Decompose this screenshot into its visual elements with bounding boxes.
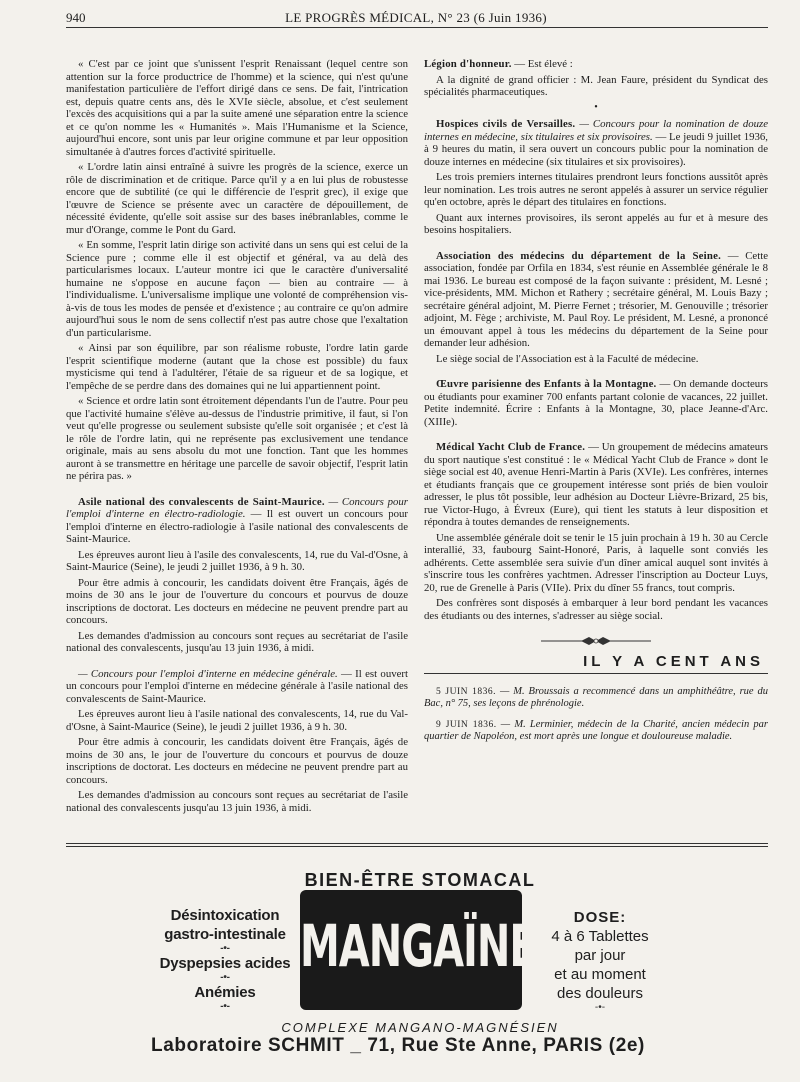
ad-top-rule xyxy=(66,843,768,844)
paragraph: Une assemblée générale doit se tenir le 15 juin prochain à 19 h. 30 au Cercle interallié, 33, faubourg Saint-Honoré, Paris, à laquelle sont conviés les adhérents. Cette assemblée sera suivie d'un dîner amical auquel sont invités à s'inscrire tous les confrères yachtmen. Adresser l'inscription au Docteur Luys, 20, rue de Grenelle à Paris (VIIe). Prix du dîner 55 francs, tout compris. xyxy=(424,531,768,594)
yacht-heading xyxy=(424,441,768,529)
spacer xyxy=(424,431,768,441)
ad-dash: -•- xyxy=(220,943,230,954)
ad-subtitle: COMPLEXE MANGANO-MAGNÉSIEN xyxy=(281,1020,559,1035)
spacer xyxy=(66,658,408,668)
ad-dose xyxy=(530,908,670,1013)
ad-top-rule-double xyxy=(66,846,768,847)
paragraph-text: — Le jeudi 9 juillet 1936, à 9 heures du matin, il sera ouvert un concours public pour la nomination de douze internes en médecine (six titulaires et six provisoires). xyxy=(424,130,769,168)
paragraph: Pour être admis à concourir, les candidats doivent être Français, âgés de moins de 30 ans, le jour de l'ouverture du concours et pourvus de douze inscriptions de doctorat. Les docteurs en médecine ne peuvent prendre part au concours. xyxy=(66,736,408,786)
history-entry xyxy=(424,686,768,711)
paragraph: Les trois premiers internes titulaires prendront leurs fonctions aussitôt après leur nomination. Les trois autres ne seront appelés à assurer un service régulier qu'en octobre, après le départ des titulaires en fonctions. xyxy=(424,171,768,208)
dose-line: des douleurs xyxy=(557,985,643,1002)
separator-dot: • xyxy=(594,101,598,113)
oeuvre-heading xyxy=(424,378,768,428)
paragraph: « En somme, l'esprit latin dirige son activité dans un sens qui est celui de la Science pure ; comme elle il est objectif et général, va au delà des particularismes locaux. L'auteur montre ici que le caractère d'universalité humaine ne s'oppose en aucune façon — bien au contraire — à l'individualisme. L'universalisme implique une volonté de compréhension vis-à-vis de tous les modes de pensée et d'existence ; au contraire ce qu'on admire aujourd'hui sous le nom de sens collectif n'est pas autre chose que l'exaltation d'un particularisme. xyxy=(66,239,408,339)
ad-indication: gastro-intestinale xyxy=(164,926,286,943)
paragraph: « L'ordre latin ainsi entraîné à suivre les progrès de la science, exerce un rôle de discrimination et de critique. Parce qu'il y a en lui plus de robustesse encore que de subtilité (ce qui le différencie de l'esprit grec), il exige que l'œuvre de Science se présente avec un caractère de dépouillement, de nécessité évidente, qu'elle soit assise sur des bases inébranlables, comme le mur d'Orange, comme le Pont du Gard. xyxy=(66,161,408,236)
page-number: 940 xyxy=(66,10,86,25)
paragraph: Des confrères sont disposés à embarquer à leur bord pendant les vacances des étudiants ou des internes, s'adresser au siège social. xyxy=(424,597,768,622)
spacer xyxy=(424,240,768,250)
ad-indication: Dyspepsies acides xyxy=(159,955,291,972)
ad-dash: -•- xyxy=(594,1002,606,1013)
history-date: 9 JUIN 1836. xyxy=(436,719,497,730)
paragraph: « Science et ordre latin sont étroitement dépendants l'un de l'autre. Pour peu que l'activité humaine s'élève au-dessus de l'industrie primitive, il faut, si l'on veut qu'elle progresse ou seulement subsiste qu'elle soit organisée ; et c'est là le rôle de l'ordre latin, qui ne représente pas exclusivement une tendance originale, mais au sens absolu du mot une fonction. Tant que les hommes auront à se transmettre en héritage une parcelle de savoir objectif, l'esprit latin ne périra pas. » xyxy=(66,395,408,482)
paragraph-text: — Cette association, fondée par Orfila en 1834, s'est réunie en Assemblée générale le 8 mai 1936. Le bureau est composé de la façon suivante : président, M. Lesné ; vice-présidents, MM. Michon et Rathery ; secrétaire général, M. Louis Bazy ; secrétaire général adjoint, M. Pierre Fernet ; trésorier, M. Genouville ; trésorier adjoint, M. Fège ; archiviste, M. Paul Roy. Le président, M. Lesné, a prononcé un émouvant appel à tous les médecins du département de la Seine pour demander leur adhésion. xyxy=(424,249,768,349)
section-subtitle: — Concours pour l'emploi d'interne en médecine générale. xyxy=(78,667,338,680)
dose-line: 4 à 6 Tablettes xyxy=(551,928,649,945)
paragraph: Pour être admis à concourir, les candidats doivent être Français, âgés de moins de 30 ans le jour de l'ouverture du concours et pourvus de douze inscriptions de doctorat. Les docteurs en médecine ne peuvent prendre part au concours. xyxy=(66,576,408,626)
paragraph-text: — Il est ouvert un concours pour l'emploi d'interne en médecine générale à l'asile national des convalescents de Saint-Maurice. xyxy=(66,667,409,705)
brand-name: MANGAÏNE xyxy=(300,913,536,981)
section-title: Hospices civils de Versailles. xyxy=(436,118,576,130)
ad-indication: Anémies xyxy=(194,984,256,1001)
section-title: Asile national des convalescents de Saint-Maurice. xyxy=(78,495,325,508)
section-title: Association des médecins du département de la Seine. xyxy=(436,249,721,262)
ad-indications xyxy=(150,906,300,1012)
dose-label: DOSE: xyxy=(573,909,627,926)
paragraph: Les demandes d'admission au concours sont reçues au secrétariat de l'asile national des convalescents jusqu'au 13 juin 1936, à midi. xyxy=(66,789,408,814)
dose-line: par jour xyxy=(574,947,626,964)
section-intro: — Est élevé : xyxy=(511,58,573,70)
history-entry xyxy=(424,719,768,744)
assoc-heading xyxy=(424,250,768,350)
section-title: Œuvre parisienne des Enfants à la Montagne. xyxy=(436,378,657,390)
header-rule xyxy=(66,27,768,28)
hospices-heading xyxy=(424,118,768,168)
ad-laboratory: Laboratoire SCHMIT _ 71, Rue Ste Anne, PARIS (2e) xyxy=(151,1035,645,1056)
left-column xyxy=(66,58,408,817)
paragraph: « Ainsi par son équilibre, par son réalisme robuste, l'ordre latin garde l'esprit scientifique moderne (autant que la chose est possible) du faux mysticisme qui tend à l'adultérer, l'étaie de sa rigueur et de sa logique, et l'empêche de se perdre dans des domaines qui ne lui appartiennent point. xyxy=(66,342,408,392)
ornament-divider xyxy=(541,636,651,646)
advertisement xyxy=(150,870,690,1075)
right-column xyxy=(424,58,768,752)
paragraph: A la dignité de grand officier : M. Jean Faure, président du Syndicat des spécialités pharmaceutiques. xyxy=(424,73,768,98)
paragraph: Les demandes d'admission au concours sont reçues au secrétariat de l'asile national des convalescents, jusqu'au 13 juin 1936, à midi. xyxy=(66,629,408,654)
history-date: 5 JUIN 1836. xyxy=(436,686,497,697)
asile-heading xyxy=(66,496,408,546)
section-title: Légion d'honneur. xyxy=(424,58,512,70)
history-section xyxy=(424,686,768,744)
ad-headline: BIEN-ÊTRE STOMACAL xyxy=(304,870,536,890)
paragraph: Les épreuves auront lieu à l'asile des convalescents, 14, rue du Val-d'Osne, à Saint-Maurice (Seine), le jeudi 2 juillet 1936, à 9 h. 30. xyxy=(66,548,408,573)
spacer xyxy=(66,486,408,496)
brand-logo xyxy=(300,890,536,1010)
history-text: — M. Lerminier, médecin de la Charité, ancien médecin par quartier de Napoléon, est mort après une longue et douloureuse maladie. xyxy=(424,718,769,742)
cent-ans-title: IL Y A CENT ANS xyxy=(424,656,768,674)
ad-indication: Désintoxication xyxy=(170,907,280,924)
ad-dash: -•- xyxy=(220,1001,230,1012)
paragraph-text: — Il est ouvert un concours pour l'emploi d'interne en électro-radiologie à l'asile national des convalescents de Saint-Maurice. xyxy=(66,508,409,545)
paragraph-text: — Un groupement de médecins amateurs du sport nautique s'est constitué : le « Médical Yacht Club de France » dont le siège social est 40, avenue Henri-Martin à Paris (XVIe). Les confrères, internes et étudiants français que ce groupement intéresse sont priés de bien vouloir adresser, le plus tôt possible, leur adhésion au Docteur Lièvre-Brizard, 25 bis, rue Victor-Hugo, à Évreux (Eure), qui tient les statuts à leur disposition et répondra à toutes demandes de renseignements. xyxy=(424,441,768,528)
section-subtitle: — Concours pour la nomination de douze internes en médecine, six titulaires et six provisoires. xyxy=(424,118,769,143)
paragraph: Quant aux internes provisoires, ils seront appelés au fur et à mesure des besoins hospitaliers. xyxy=(424,211,768,236)
dose-line: et au moment xyxy=(554,966,646,983)
paragraph-text: — On demande docteurs ou étudiants pour examiner 700 enfants partant colonie de vacances, 22 juillet. Petite indemnité. Écrire : Enfants à la Montagne, 30, place Jeanne-d'Arc. (XIIIe). xyxy=(424,378,769,428)
page-header xyxy=(66,6,766,28)
journal-title: LE PROGRÈS MÉDICAL, N° 23 (6 Juin 1936) xyxy=(285,10,547,25)
paragraph: Le siège social de l'Association est à la Faculté de médecine. xyxy=(436,352,699,365)
section-title: Médical Yacht Club de France. xyxy=(436,441,586,453)
paragraph: « C'est par ce joint que s'unissent l'esprit Renaissant (lequel centre son attention sur la force productrice de l'homme) et la science, qui n'est qu'une manifestation particulière de l'effort dirigé dans ce sens. De fait, l'intrication est, depuis quatre cents ans, dès le XVIe siècle, absolue, et c'est seulement l'excès des acquisitions qui a par la suite amené une séparation entre la science et ce qu'on nomme les « Humanités ». Mais l'Humanisme et la Science, aujourd'hui encore, sont unis par leur origine commune et par leur opposition simultanée à d'autres forces d'activité spirituelle. xyxy=(66,58,408,158)
spacer xyxy=(424,368,768,378)
ad-dash: -•- xyxy=(220,972,230,983)
section-subtitle: — Concours pour l'emploi d'interne en électro-radiologie. xyxy=(66,495,408,520)
paragraph: Les épreuves auront lieu à l'asile national des convalescents, 14, rue du Val-d'Osne, à Saint-Maurice (Seine), le jeudi 2 juillet 1936, à 9 h. 30. xyxy=(66,708,408,733)
legion-heading xyxy=(424,58,768,71)
asile-second-heading xyxy=(66,668,408,706)
history-text: — M. Broussais a recommencé dans un amphithéâtre, rue du Bac, n° 75, ses leçons de phrénologie. xyxy=(424,685,768,709)
